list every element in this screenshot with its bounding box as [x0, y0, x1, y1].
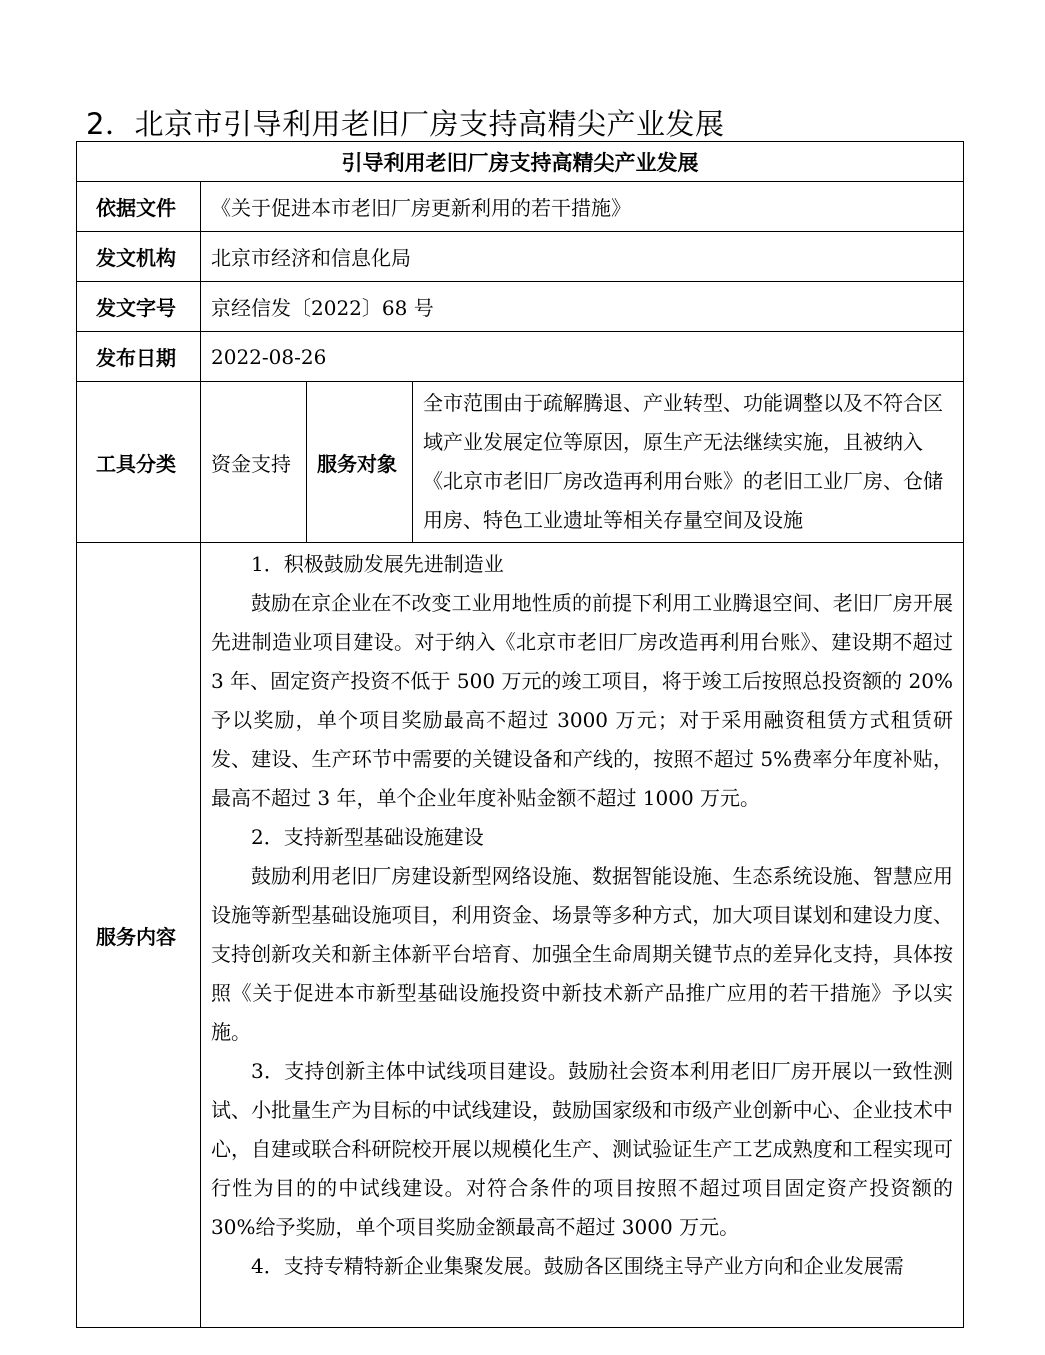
content-paragraph-1: 1．积极鼓励发展先进制造业 — [251, 552, 504, 576]
basis-row — [77, 182, 964, 232]
page-heading: 2．北京市引导利用老旧厂房支持高精尖产业发展 — [86, 107, 725, 141]
target-label: 服务对象 — [307, 382, 413, 543]
date-value: 2022-08-26 — [201, 332, 964, 382]
issuer-row — [77, 232, 964, 282]
policy-table — [76, 141, 964, 1328]
content-paragraph-3: 2．支持新型基础设施建设 — [251, 825, 484, 849]
content-row — [77, 543, 964, 1328]
content-paragraph-5: 3．支持创新主体中试线项目建设。鼓励社会资本利用老旧厂房开展以一致性测试、小批量生产为目标的中试线建设，鼓励国家级和市级产业创新中心、企业技术中心，自建或联合科研院校开展以规模化生产、测试验证生产工艺成熟度和工程实现可行性为目的的中试线建设。对符合条件的项目按照不超过项目固定资产投资额的 30%给予奖励，单个项目奖励金额最高不超过 3000 万元。 — [211, 1059, 953, 1239]
target-value: 全市范围由于疏解腾退、产业转型、功能调整以及不符合区域产业发展定位等原因，原生产无法继续实施，且被纳入《北京市老旧厂房改造再利用台账》的老旧工业厂房、仓储用房、特色工业遗址等相关存量空间及设施 — [413, 382, 964, 543]
table-title: 引导利用老旧厂房支持高精尖产业发展 — [77, 142, 964, 182]
tool-value: 资金支持 — [201, 382, 307, 543]
issuer-label: 发文机构 — [77, 232, 201, 282]
doc-no-value: 京经信发〔2022〕68 号 — [201, 282, 964, 332]
tool-label: 工具分类 — [77, 382, 201, 543]
tool-row — [77, 382, 964, 543]
basis-label: 依据文件 — [77, 182, 201, 232]
doc-no-label: 发文字号 — [77, 282, 201, 332]
date-label: 发布日期 — [77, 332, 201, 382]
content-label: 服务内容 — [77, 543, 201, 1328]
doc-no-row — [77, 282, 964, 332]
content-paragraph-6: 4．支持专精特新企业集聚发展。鼓励各区围绕主导产业方向和企业发展需 — [251, 1254, 904, 1278]
content-paragraph-2: 鼓励在京企业在不改变工业用地性质的前提下利用工业腾退空间、老旧厂房开展先进制造业项目建设。对于纳入《北京市老旧厂房改造再利用台账》、建设期不超过 3 年、固定资产投资不低于 500 万元的竣工项目，将于竣工后按照总投资额的 20%予以奖励，单个项目奖励最高不超过 3000 万元；对于采用融资租赁方式租赁研发、建设、生产环节中需要的关键设备和产线的，按照不超过 5%费率分年度补贴，最高不超过 3 年，单个企业年度补贴金额不超过 1000 万元。 — [211, 591, 953, 810]
basis-value: 《关于促进本市老旧厂房更新利用的若干措施》 — [201, 182, 964, 232]
content-body — [201, 543, 964, 1328]
content-paragraph-4: 鼓励利用老旧厂房建设新型网络设施、数据智能设施、生态系统设施、智慧应用设施等新型基础设施项目，利用资金、场景等多种方式，加大项目谋划和建设力度、支持创新攻关和新主体新平台培育、加强全生命周期关键节点的差异化支持，具体按照《关于促进本市新型基础设施投资中新技术新产品推广应用的若干措施》予以实施。 — [211, 864, 953, 1044]
table-title-row — [77, 142, 964, 182]
issuer-value: 北京市经济和信息化局 — [201, 232, 964, 282]
date-row — [77, 332, 964, 382]
